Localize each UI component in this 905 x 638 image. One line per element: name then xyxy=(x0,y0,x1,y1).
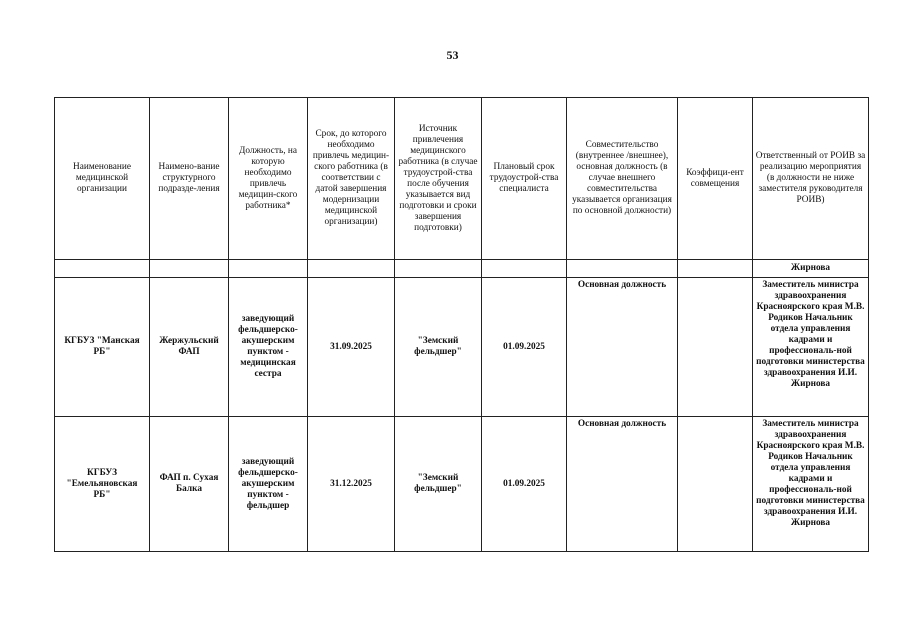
table-cell xyxy=(150,260,229,278)
cell-source: "Земский фельдшер" xyxy=(395,278,482,417)
table-cell xyxy=(395,260,482,278)
header-coefficient: Коэффици-ент совмещения xyxy=(678,98,753,260)
cell-deadline: 31.09.2025 xyxy=(308,278,395,417)
cell-planned-date: 01.09.2025 xyxy=(482,278,567,417)
header-unit: Наимено-вание структурного подразде-ления xyxy=(150,98,229,260)
table-cell xyxy=(229,260,308,278)
header-row xyxy=(55,98,869,260)
cell-position: заведующий фельдшерско-акушерским пунктом - медицинская сестра xyxy=(229,278,308,417)
cell-responsible: Заместитель министра здравоохранения Красноярского края М.В. Родиков Начальник отдела управления кадрами и профессиональ-ной подготовки министерства здравоохранения И.И. Жирнова xyxy=(753,278,869,417)
cell-coefficient xyxy=(678,278,753,417)
cell-combination: Основная должность xyxy=(567,417,678,552)
continuation-row xyxy=(55,260,869,278)
cell-organization: КГБУЗ "Манская РБ" xyxy=(55,278,150,417)
table-cell xyxy=(55,260,150,278)
cell-combination: Основная должность xyxy=(567,278,678,417)
cell-unit: ФАП п. Сухая Балка xyxy=(150,417,229,552)
header-responsible: Ответственный от РОИВ за реализацию мероприятия (в должности не ниже заместителя руководителя РОИВ) xyxy=(753,98,869,260)
cell-coefficient xyxy=(678,417,753,552)
cell-organization: КГБУЗ "Емельяновская РБ" xyxy=(55,417,150,552)
table-cell xyxy=(567,260,678,278)
table-row xyxy=(55,417,869,552)
header-organization: Наименование медицинской организации xyxy=(55,98,150,260)
cell-position: заведующий фельдшерско-акушерским пунктом - фельдшер xyxy=(229,417,308,552)
header-deadline: Срок, до которого необходимо привлечь медицин-ского работника (в соответствии с датой завершения модернизации медицинской организации) xyxy=(308,98,395,260)
header-position: Должность, на которую необходимо привлечь медицин-ского работника* xyxy=(229,98,308,260)
header-planned-date: Плановый срок трудоустрой-ства специалиста xyxy=(482,98,567,260)
table-row xyxy=(55,278,869,417)
cell-unit: Жержульский ФАП xyxy=(150,278,229,417)
table-cell xyxy=(308,260,395,278)
header-combination: Совместительство (внутреннее /внешнее), основная должность (в случае внешнего совместительства указывается организация по основной должности) xyxy=(567,98,678,260)
cell-deadline: 31.12.2025 xyxy=(308,417,395,552)
cell-responsible: Заместитель министра здравоохранения Красноярского края М.В. Родиков Начальник отдела управления кадрами и профессиональ-ной подготовки министерства здравоохранения И.И. Жирнова xyxy=(753,417,869,552)
table-cell xyxy=(482,260,567,278)
table-cell xyxy=(678,260,753,278)
continuation-responsible: Жирнова xyxy=(753,260,869,278)
header-source: Источник привлечения медицинского работника (в случае трудоустрой-ства после обучения указывается вид подготовки и сроки завершения подготовки) xyxy=(395,98,482,260)
cell-source: "Земский фельдшер" xyxy=(395,417,482,552)
staffing-table xyxy=(54,97,869,552)
page-number: 53 xyxy=(446,48,459,62)
cell-planned-date: 01.09.2025 xyxy=(482,417,567,552)
